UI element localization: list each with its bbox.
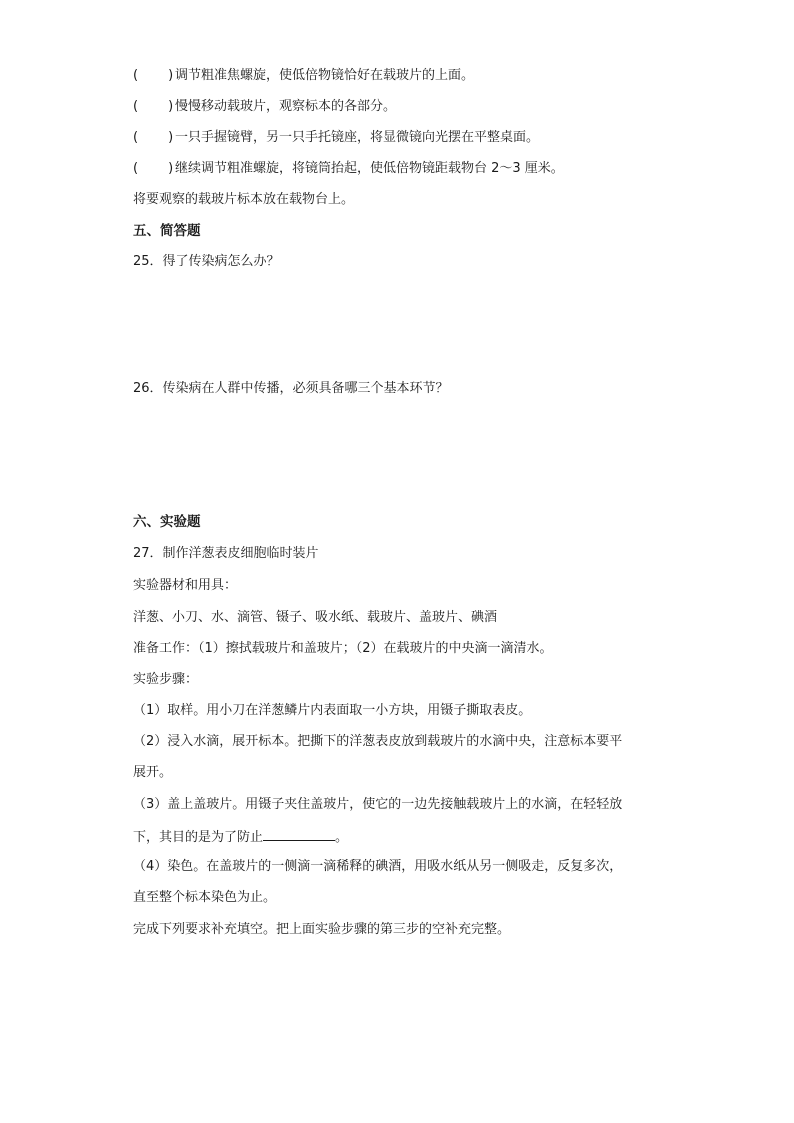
ordering-item-text: 一只手握镜臂，另一只手托镜座，将显微镜向光摆在平整桌面。: [175, 130, 540, 145]
step-2-line-2: 展开。: [133, 765, 173, 780]
fill-in-blank[interactable]: [263, 827, 335, 841]
materials-list: 洋葱、小刀、水、滴管、镊子、吸水纸、载玻片、盖玻片、碘酒: [133, 610, 498, 625]
materials-label: 实验器材和用具：: [133, 578, 238, 593]
instruction-text: 完成下列要求补充填空。把上面实验步骤的第三步的空补充完整。: [133, 922, 511, 937]
preparation-text: 准备工作：（1）擦拭载玻片和盖玻片；（2）在载玻片的中央滴一滴清水。: [133, 641, 553, 656]
step-3-line-2: [133, 827, 348, 847]
question-26: 26．传染病在人群中传播，必须具备哪三个基本环节？: [133, 381, 449, 396]
answer-paren-4[interactable]: ( ): [133, 161, 174, 176]
step-4-line-1: （4）染色。在盖玻片的一侧滴一滴稀释的碘酒，用吸水纸从另一侧吸走，反复多次，: [133, 859, 623, 874]
answer-paren-1[interactable]: ( ): [133, 68, 174, 83]
answer-paren-2[interactable]: ( ): [133, 99, 174, 114]
ordering-item-text: 慢慢移动载玻片，观察标本的各部分。: [175, 99, 397, 114]
ordering-item-4: [133, 160, 564, 178]
step-3-period: 。: [335, 830, 349, 845]
ordering-item-3: [133, 129, 539, 147]
ordering-item-text: 调节粗准焦螺旋，使低倍物镜恰好在载玻片的上面。: [175, 68, 475, 83]
steps-label: 实验步骤：: [133, 672, 199, 687]
ordering-item-2: [133, 98, 396, 116]
question-27-title: 27．制作洋葱表皮细胞临时装片: [133, 546, 319, 561]
answer-paren-3[interactable]: ( ): [133, 130, 174, 145]
ordering-item-text: 继续调节粗准螺旋，将镜筒抬起，使低倍物镜距载物台 2～3 厘米。: [175, 161, 564, 176]
step-1: （1）取样。用小刀在洋葱鳞片内表面取一小方块，用镊子撕取表皮。: [133, 703, 532, 718]
ordering-last-step: 将要观察的载玻片标本放在载物台上。: [133, 192, 355, 207]
step-3-line-1: （3）盖上盖玻片。用镊子夹住盖玻片，使它的一边先接触载玻片上的水滴，在轻轻放: [133, 797, 623, 812]
ordering-item-1: [133, 67, 474, 85]
step-4-line-2: 直至整个标本染色为止。: [133, 890, 277, 905]
step-3-text: 下，其目的是为了防止: [133, 830, 264, 845]
question-25: 25．得了传染病怎么办？: [133, 254, 280, 269]
section-heading-5: 五、简答题: [133, 223, 201, 239]
section-heading-6: 六、实验题: [133, 514, 201, 530]
step-2-line-1: （2）浸入水滴，展开标本。把撕下的洋葱表皮放到载玻片的水滴中央，注意标本要平: [133, 734, 623, 749]
